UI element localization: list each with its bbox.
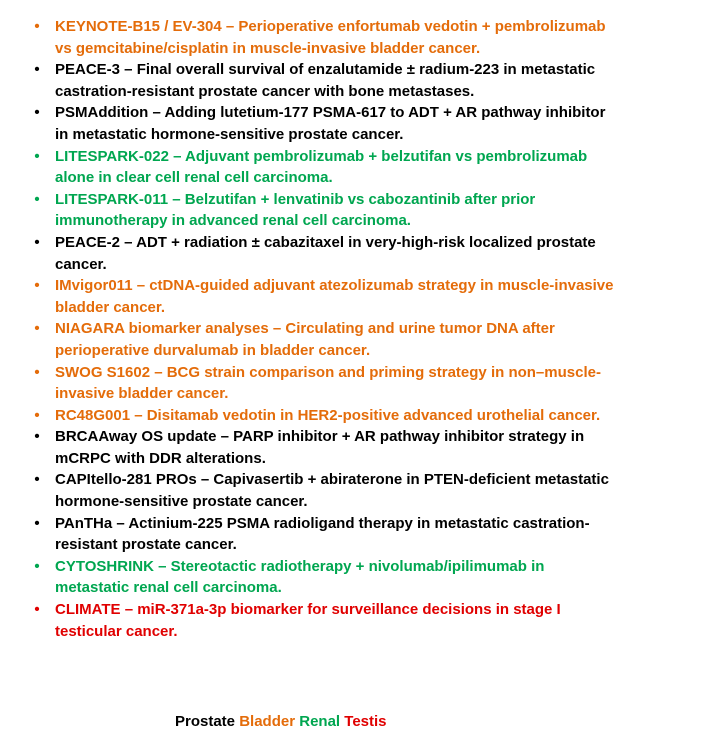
trial-text: SWOG S1602 – BCG strain comparison and priming strategy in non–muscle-invasive bladder cancer. xyxy=(55,363,601,403)
bullet-icon: • xyxy=(34,363,40,381)
bullet-icon: • xyxy=(34,18,40,35)
trial-text: CYTOSHRINK – Stereotactic radiotherapy + nivolumab/ipilimumab in metastatic renal cell carcinoma. xyxy=(55,557,545,597)
trial-item xyxy=(0,275,717,318)
trial-text: IMvigor011 – ctDNA-guided adjuvant atezolizumab strategy in muscle-invasive bladder cancer. xyxy=(55,277,614,316)
bullet-icon: • xyxy=(34,233,40,251)
trial-item xyxy=(0,426,717,469)
trial-text: LITESPARK-022 – Adjuvant pembrolizumab + belzutifan vs pembrolizumab alone in clear cell renal cell carcinoma. xyxy=(55,147,588,187)
legend-bladder: Bladder xyxy=(239,713,296,730)
trial-text: BRCAAway OS update – PARP inhibitor + AR pathway inhibitor strategy in mCRPC with DDR alterations. xyxy=(55,428,585,467)
trial-item xyxy=(0,102,717,145)
trial-item xyxy=(0,16,717,59)
trial-text: PEACE-3 – Final overall survival of enzalutamide ± radium-223 in metastatic castration-resistant prostate cancer with bone metastases. xyxy=(55,61,596,100)
trial-item xyxy=(0,59,717,102)
trial-text: PAnTHa – Actinium-225 PSMA radioligand therapy in metastatic castration-resistant prostate cancer. xyxy=(55,514,590,554)
trial-text: PEACE-2 – ADT + radiation ± cabazitaxel in very-high-risk localized prostate cancer. xyxy=(55,233,596,273)
trial-item xyxy=(0,556,717,599)
bullet-icon: • xyxy=(34,320,40,338)
bullet-icon: • xyxy=(34,557,40,575)
bullet-icon: • xyxy=(34,601,40,619)
bullet-icon: • xyxy=(34,471,40,489)
legend-prostate: Prostate xyxy=(175,713,236,730)
trial-text: KEYNOTE-B15 / EV-304 – Perioperative enfortumab vedotin + pembrolizumab vs gemcitabine/cisplatin in muscle-invasive bladder cancer. xyxy=(55,18,606,57)
trial-text: LITESPARK-011 – Belzutifan + lenvatinib vs cabozantinib after prior immunotherapy in advanced renal cell carcinoma. xyxy=(55,190,536,230)
trial-text: CLIMATE – miR-371a-3p biomarker for surveillance decisions in stage I testicular cancer. xyxy=(55,601,561,640)
legend-testis: Testis xyxy=(344,713,387,730)
legend-renal: Renal xyxy=(299,713,341,730)
trial-text: CAPItello-281 PROs – Capivasertib + abiraterone in PTEN-deficient metastatic hormone-sensitive prostate cancer. xyxy=(55,471,609,511)
trial-text: RC48G001 – Disitamab vedotin in HER2-positive advanced urothelial cancer. xyxy=(55,406,601,424)
bullet-icon: • xyxy=(34,61,40,79)
trial-item xyxy=(0,405,717,427)
category-legend xyxy=(175,711,387,733)
bullet-icon: • xyxy=(34,190,40,208)
trial-list xyxy=(0,16,717,642)
trial-item xyxy=(0,599,717,642)
trial-text: PSMAddition – Adding lutetium-177 PSMA-617 to ADT + AR pathway inhibitor in metastatic hormone-sensitive prostate cancer. xyxy=(55,104,606,143)
trial-item xyxy=(0,362,717,405)
bullet-icon: • xyxy=(34,406,40,424)
trial-item xyxy=(0,146,717,189)
bullet-icon: • xyxy=(34,514,40,532)
trial-item xyxy=(0,189,717,232)
trial-item xyxy=(0,469,717,512)
trial-item xyxy=(0,318,717,361)
bullet-icon: • xyxy=(34,428,40,446)
trial-item xyxy=(0,513,717,556)
trial-text: NIAGARA biomarker analyses – Circulating and urine tumor DNA after perioperative durvalumab in bladder cancer. xyxy=(55,320,555,359)
bullet-icon: • xyxy=(34,277,40,295)
trial-item xyxy=(0,232,717,275)
bullet-icon: • xyxy=(34,104,40,122)
bullet-icon: • xyxy=(34,147,40,165)
